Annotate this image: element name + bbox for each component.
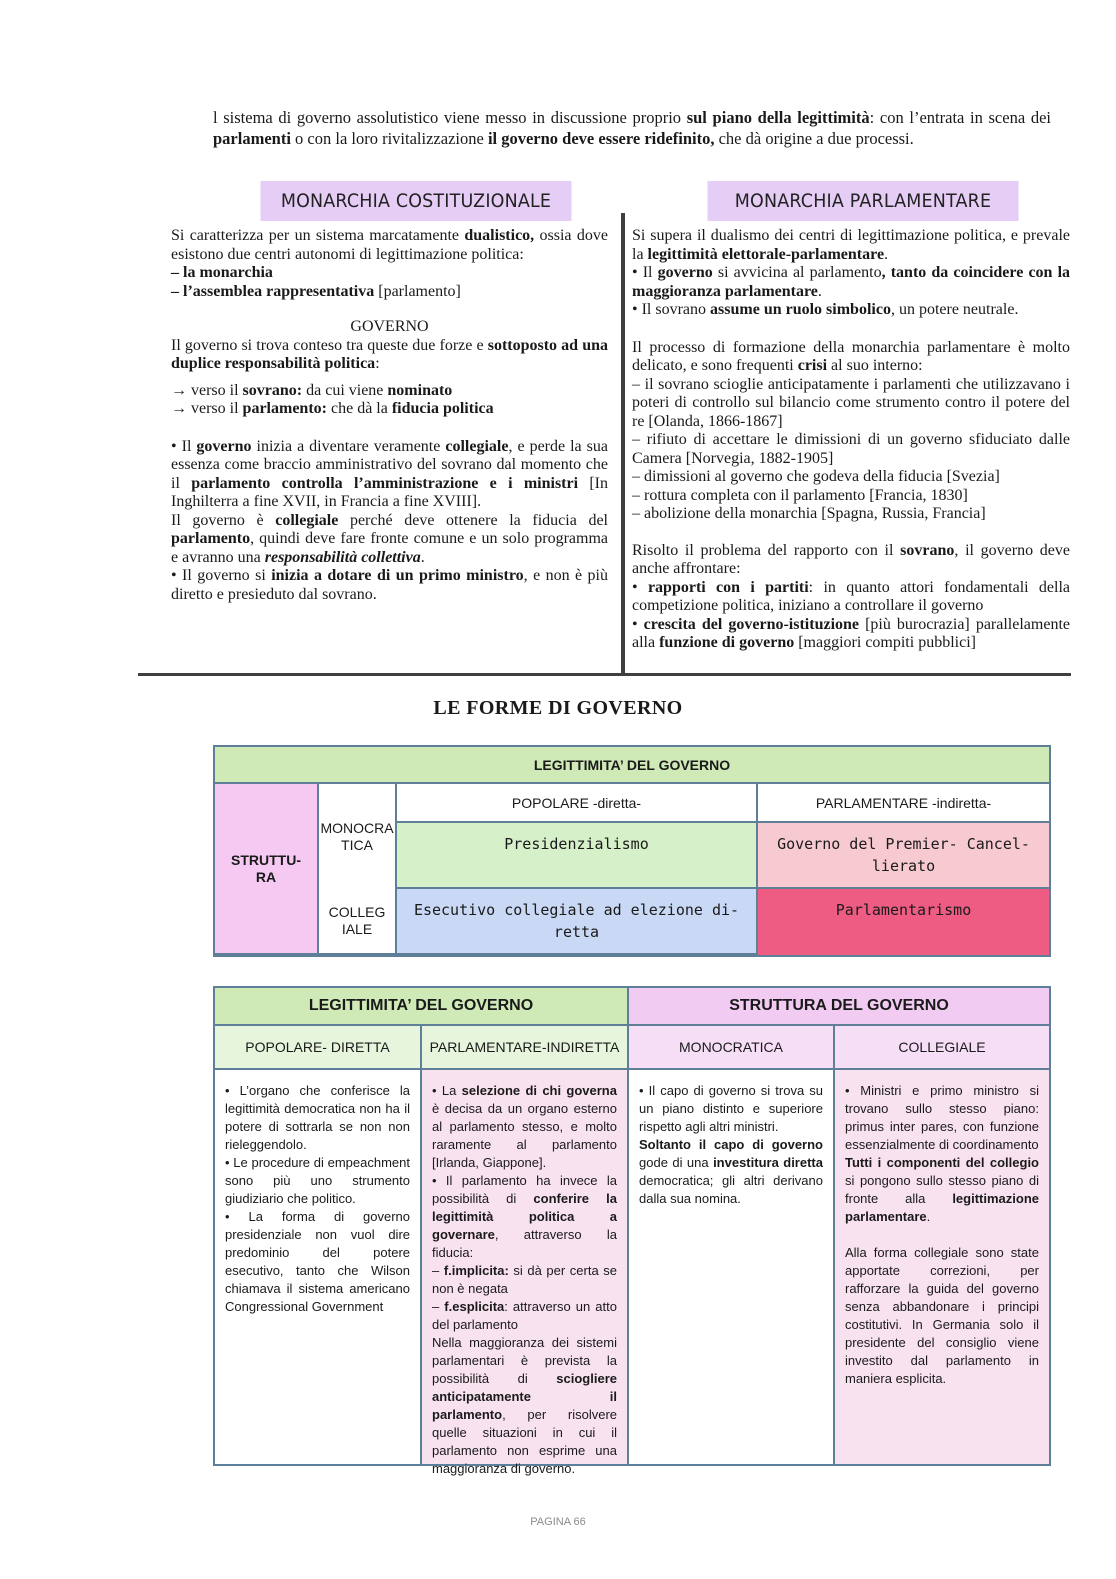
popolare-diretta-header: POPOLARE- DIRETTA (215, 1026, 422, 1070)
list-item: Nella maggioranza dei sistemi parlamentari è prevista la possibilità di sciogliere anticipatamente il parlamento, per risolvere quelle situazioni in cui il parlamento non esprime una maggioranza di governo. (432, 1335, 617, 1476)
list-item: • Il sovrano assume un ruolo simbolico, un potere neutrale. (632, 301, 1019, 318)
list-item: • crescita del governo-istituzione [più burocrazia] parallelamente alla funzione di governo [maggiori compiti pubblici] (632, 615, 1070, 651)
list-item: • Il parlamento ha invece la possibilità di conferire la legittimità politica a governare, attraverso la fiducia: (432, 1173, 617, 1260)
governo-subtitle: GOVERNO (350, 318, 429, 335)
list-item: • La forma di governo presidenziale non vuol dire predominio del potere esecutivo, tanto che Wilson chiamava il sistema americano Congressional Government (225, 1209, 410, 1314)
esecutivo-collegiale-cell: Esecutivo collegiale ad elezione di-retta (397, 889, 758, 955)
governo-paragraph: Il governo si trova conteso tra queste due forze e sottoposto ad una duplice responsabilità politica: (171, 336, 609, 372)
parlamentare-header: PARLAMENTARE -indiretta- (758, 784, 1049, 823)
list-item: – abolizione della monarchia [Spagna, Russia, Francia] (632, 505, 986, 522)
sovrano-paragraph: Risolto il problema del rapporto con il sovrano, il governo deve anche affrontare: (632, 541, 1070, 577)
legittimita-header: LEGITTIMITA’ DEL GOVERNO (215, 988, 629, 1026)
list-item: – f.esplicita: attraverso un atto del parlamento (432, 1299, 617, 1332)
monocratica-header: MONOCRATICA (629, 1026, 835, 1070)
collegiale-header: COLLEGIALE (835, 1026, 1049, 1070)
list-item: – dimissioni al governo che godeva della fiducia [Svezia] (632, 468, 1000, 485)
left-column (171, 227, 608, 604)
list-item: • L’organo che conferisce la legittimità democratica non ha il potere di sottrarla se non non rieleggendolo. (225, 1083, 410, 1152)
arrow-item: → verso il sovrano: da cui viene nominato (171, 381, 453, 399)
primo-ministro-paragraph: • Il governo si inizia a dotare di un primo ministro, e non è più diretto e presieduto dal sovrano. (171, 567, 608, 603)
list-item: • Le procedure di empeachment sono più uno strumento giudiziario che politico. (225, 1155, 410, 1206)
popolare-diretta-cell (215, 1070, 422, 1464)
page-number: PAGINA 66 (530, 1516, 586, 1528)
section-title: LE FORME DI GOVERNO (433, 697, 683, 719)
collegiale-cell (835, 1070, 1049, 1464)
list-item: – f.implicita: si dà per certa se non è negata (432, 1263, 617, 1296)
collegiale-label: COLLEG IALE (319, 889, 397, 955)
intro-paragraph: l sistema di governo assolutistico viene messo in discussione proprio sul piano della legittimità: con l’entrata in scena dei parlamenti o con la loro rivitalizzazione il governo deve essere ridefinito, che dà origine a due processi. (213, 108, 1051, 148)
monocratica-label: MONOCRA TICA (319, 784, 397, 889)
list-item: – la monarchia (171, 264, 273, 281)
list-item: Soltanto il capo di governo gode di una investitura diretta democratica; gli altri derivano dalla sua nomina. (639, 1137, 823, 1206)
list-item: • rapporti con i partiti: in quanto attori fondamentali della competizione politica, iniziano a controllare il governo (632, 578, 1070, 614)
list-item: – rifiuto di accettare le dimissioni di un governo sfiduciato dalle Camera [Norvegia, 1882-1905] (632, 431, 1070, 467)
parlamentare-indiretta-cell (422, 1070, 629, 1476)
left-intro-paragraph: Si caratterizza per un sistema marcatamente dualistico, ossia dove esistono due centri autonomi di legittimazione politica: (171, 227, 608, 263)
legittimita-struttura-table (213, 986, 1051, 1476)
monarchia-costituzionale-header: MONARCHIA COSTITUZIONALE (261, 181, 572, 221)
popolare-header: POPOLARE -diretta- (397, 784, 758, 823)
right-intro-paragraph: Si supera il dualismo dei centri di legittimazione politica, e prevale la legittimità elettorale-parlamentare. (632, 227, 1070, 263)
column-divider (621, 213, 625, 675)
list-item: • Ministri e primo ministro si trovano sullo stesso piano: primus inter pares, con funzione essenzialmente di coordinamento (845, 1083, 1039, 1152)
list-item: • La selezione di chi governa è decisa da un organo esterno al parlamento stesso, e molto raramente al parlamento [Irlanda, Giappone]. (432, 1083, 617, 1170)
struttura-header: STRUTTURA DEL GOVERNO (629, 988, 1049, 1026)
list-item: – rottura completa con il parlamento [Francia, 1830] (632, 486, 968, 504)
struttura-label: STRUTTU-RA (215, 784, 319, 955)
arrow-item: → verso il parlamento: che dà la fiducia politica (171, 400, 494, 417)
parlamentare-indiretta-header: PARLAMENTARE-INDIRETTA (422, 1026, 629, 1070)
premier-cell: Governo del Premier- Cancel-lierato (758, 823, 1049, 889)
monarchia-parlamentare-header: MONARCHIA PARLAMENTARE (708, 181, 1019, 221)
right-column (632, 227, 1070, 653)
crisi-paragraph: Il processo di formazione della monarchia parlamentare è molto delicato, e sono frequenti crisi al suo interno: (632, 338, 1070, 374)
list-item: – il sovrano scioglie anticipatamente i parlamenti che utilizzavano i poteri di controllo sul bilancio come strumento contro il potere del re [Olanda, 1866-1867] (632, 375, 1070, 430)
monocratica-cell (629, 1070, 835, 1464)
list-item: • Il capo di governo si trova su un piano distinto e superiore rispetto agli altri ministri. (639, 1083, 823, 1134)
list-item: – l’assemblea rappresentativa [parlamento] (171, 282, 461, 300)
list-item: Alla forma collegiale sono state apportate correzioni, per rafforzare la guida del governo senza abbandonare i principi costitutivi. In Germania solo il presidente del consiglio viene investito dal parlamento in maniera esplicita. (845, 1245, 1039, 1386)
list-item: • Il governo si avvicina al parlamento, tanto da coincidere con la maggioranza parlamentare. (632, 264, 1071, 300)
section-divider (138, 673, 1071, 676)
presidenzialismo-cell: Presidenzialismo (397, 823, 758, 889)
forme-di-governo-matrix (213, 745, 1051, 957)
collegiale-paragraph: • Il governo inizia a diventare veramente collegiale, e perde la sua essenza come braccio amministrativo del sovrano dal momento che il parlamento controlla l’amministrazione e i ministri [In Inghilterra a fine XVII, in Francia a fine XVIII]. (171, 437, 609, 510)
list-item: Tutti i componenti del collegio si pongono sullo stesso piano di fronte alla legittimazione parlamentare. (845, 1155, 1039, 1224)
fiducia-paragraph: Il governo è collegiale perché deve ottenere la fiducia del parlamento, quindi deve fare fronte comune e un solo programma e avranno una responsabilità collettiva. (171, 511, 609, 566)
legittimita-header: LEGITTIMITA’ DEL GOVERNO (215, 747, 1049, 784)
parlamentarismo-cell: Parlamentarismo (758, 889, 1049, 955)
